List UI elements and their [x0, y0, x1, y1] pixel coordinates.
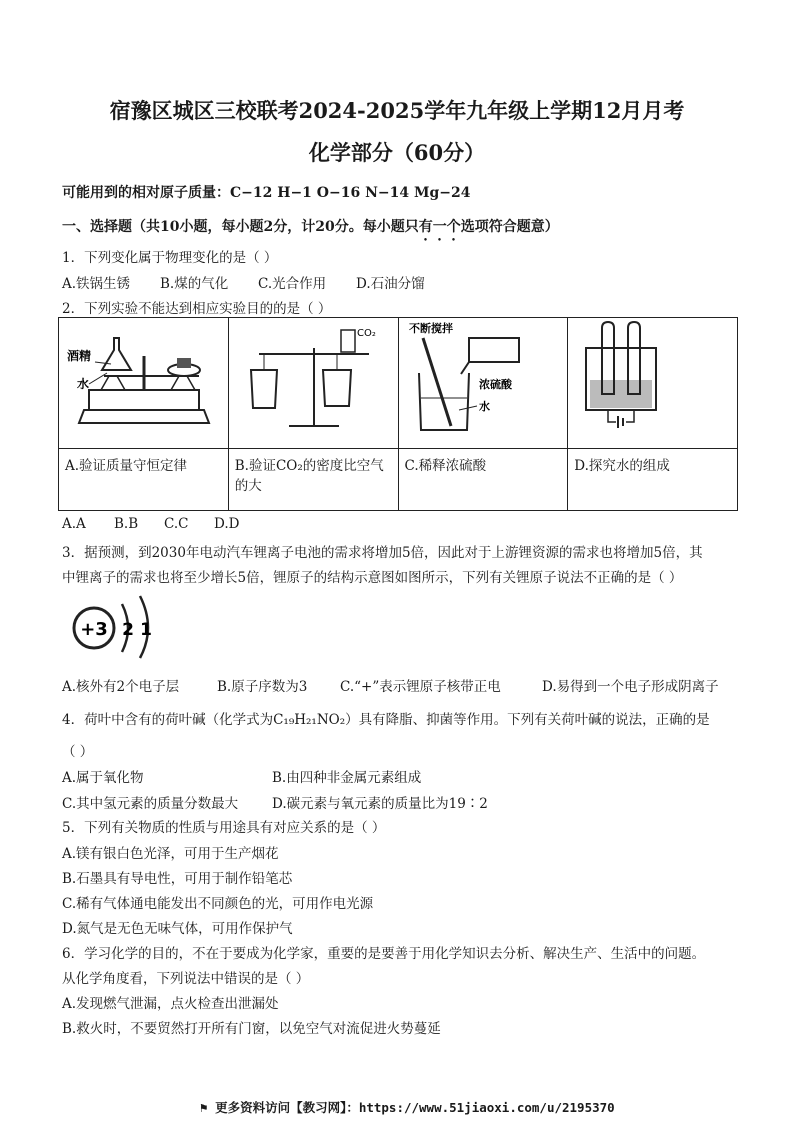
- q1-option-b: B.煤的气化: [160, 276, 229, 292]
- section-heading: [62, 216, 559, 244]
- q5-stem: 5．下列有关物质的性质与用途具有对应关系的是（ ）: [62, 820, 386, 836]
- q2-option-d: D.D: [214, 516, 240, 532]
- section-heading-post: 选项符合题意）: [460, 219, 559, 235]
- q5-option-c: C.稀有气体通电能发出不同颜色的光，可用作电光源: [62, 896, 374, 912]
- atom-shell1-count: 2: [122, 620, 134, 640]
- dilution-illustration: [399, 318, 567, 444]
- experiment-b-image: [228, 318, 398, 449]
- q4-option-d: D.碳元素与氧元素的质量比为19∶2: [272, 796, 488, 812]
- q3-line1: 3．据预测，到2030年电动汽车锂离子电池的需求将增加5倍，因此对于上游锂资源的需求也将增加5倍，其: [62, 545, 703, 561]
- q2-option-c: C.C: [164, 516, 189, 532]
- experiment-table: [58, 317, 738, 511]
- atom-nucleus-charge: +3: [80, 619, 108, 640]
- q6-option-b: B.救火时，不要贸然打开所有门窗，以免空气对流促进火势蔓延: [62, 1021, 441, 1037]
- atom-shell2-count: 1: [140, 620, 152, 640]
- q3-option-a: A.核外有2个电子层: [62, 679, 180, 695]
- experiment-c-caption: C.稀释浓硫酸: [398, 449, 568, 511]
- lithium-atom-diagram: [66, 590, 162, 662]
- page-subtitle: 化学部分（60分）: [308, 140, 486, 165]
- label-acid: 浓硫酸: [478, 378, 512, 391]
- lever-cups-illustration: [229, 318, 397, 444]
- q3-line2: 中锂离子的需求也将至少增长5倍，锂原子的结构示意图如图所示，下列有关锂原子说法不正确的是（ ）: [62, 570, 683, 586]
- q6-line1: 6．学习化学的目的，不在于要成为化学家，重要的是要善于用化学知识去分析、解决生产、生活中的问题。: [62, 946, 706, 962]
- experiment-d-caption: D.探究水的组成: [568, 449, 738, 511]
- q6-option-a: A.发现燃气泄漏，点火检查出泄漏处: [62, 996, 279, 1012]
- experiment-c-image: [398, 318, 568, 449]
- footer-text: 更多资料访问【教习网】：https://www.51jiaoxi.com/u/2195370: [215, 1100, 615, 1115]
- q1-stem: 1．下列变化属于物理变化的是（ ）: [62, 250, 278, 266]
- q2-option-a: A.A: [62, 516, 86, 532]
- experiment-b-caption: B.验证CO₂的密度比空气的大: [228, 449, 398, 511]
- q5-option-a: A.镁有银白色光泽，可用于生产烟花: [62, 846, 279, 862]
- q4-option-b: B.由四种非金属元素组成: [272, 770, 422, 786]
- q1-option-d: D.石油分馏: [356, 276, 425, 292]
- experiment-a-image: [59, 318, 229, 449]
- q5-option-b: B.石墨具有导电性，可用于制作铅笔芯: [62, 871, 293, 887]
- section-heading-pre: 一、选择题（共10小题，每小题2分，计20分。每小题只: [62, 219, 419, 235]
- experiment-a-caption: A.验证质量守恒定律: [59, 449, 229, 511]
- q2-option-b: B.B: [114, 516, 139, 532]
- label-water: 水: [77, 377, 90, 391]
- q2-stem: 2．下列实验不能达到相应实验目的的是（ ）: [62, 301, 332, 317]
- q3-option-b: B.原子序数为3: [217, 679, 308, 695]
- balance-flask-illustration: [59, 318, 227, 444]
- label-water-c: 水: [478, 400, 490, 413]
- label-alcohol: 酒精: [67, 349, 92, 363]
- q5-option-d: D.氮气是无色无味气体，可用作保护气: [62, 921, 293, 937]
- q1-option-c: C.光合作用: [258, 276, 327, 292]
- label-co2: CO₂: [356, 328, 376, 339]
- page-title: 宿豫区城区三校联考2024-2025学年九年级上学期12月月考: [109, 98, 685, 123]
- q6-line2: 从化学角度看，下列说法中错误的是（ ）: [62, 971, 310, 987]
- footer-link-line[interactable]: [200, 1098, 615, 1116]
- q1-option-a: A.铁锅生锈: [62, 276, 131, 292]
- q4-option-a: A.属于氧化物: [62, 770, 144, 786]
- atomic-mass-note: 可能用到的相对原子质量：C−12 H−1 O−16 N−14 Mg−24: [62, 185, 471, 201]
- q4-line2: （ ）: [62, 744, 94, 760]
- q4-option-c: C.其中氢元素的质量分数最大: [62, 796, 239, 812]
- label-stir: 不断搅拌: [408, 322, 453, 335]
- section-heading-emphasis: 有一个: [418, 219, 461, 235]
- experiment-d-image: [568, 318, 738, 449]
- q3-option-d: D.易得到一个电子形成阴离子: [542, 679, 719, 695]
- electrolysis-illustration: [568, 318, 736, 444]
- q4-line1: 4．荷叶中含有的荷叶碱（化学式为C₁₉H₂₁NO₂）具有降脂、抑菌等作用。下列有关荷叶碱的说法，正确的是: [62, 712, 710, 728]
- flag-icon: ⚑: [200, 1100, 208, 1115]
- q3-option-c: C.“+”表示锂原子核带正电: [340, 679, 501, 695]
